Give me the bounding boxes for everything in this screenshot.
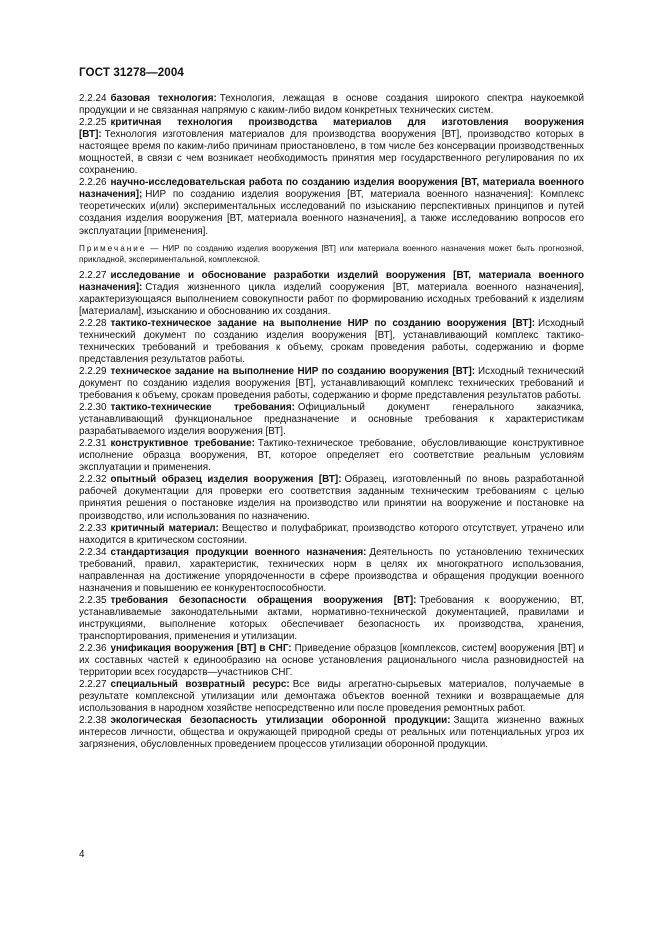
- entry-number: 2.2.36: [79, 643, 107, 655]
- entry-number: 2.2.28: [79, 317, 107, 329]
- entry-text: Тактико-техническое требование, обусловливающие конструктивное исполнение образца вооружения, ВТ, которое определяет его соответствие реальным условиям эксплуатации и применения.: [79, 438, 584, 474]
- entry-term: научно-исследовательская работа по созданию изделия вооружения [ВТ, материала военного назначения];: [79, 177, 584, 201]
- entry-number: 2.2.34: [79, 546, 107, 558]
- definition-entry: [79, 438, 584, 474]
- note-text: — НИР по созданию изделия вооружения [ВТ] или материала военного назначения может быть прогнозной, прикладной, экспериментальной, комплексной.: [79, 243, 584, 264]
- page-number: 4: [79, 849, 85, 860]
- entry-number: 2.2.38: [79, 715, 107, 727]
- note: [79, 243, 584, 265]
- definition-entry: [79, 595, 584, 643]
- note-label: Примечание: [79, 243, 147, 253]
- entry-text: Требования к вооружению, ВТ, устанавливаемые законодательными актами, нормативно-технической документацией, правилами и инструкциями, выполнение которых обеспечивает безопасность их производства, хранения, транспортирования, применения и утилизации.: [79, 594, 584, 642]
- entry-text: Технология изготовления материалов для производства вооружения [ВТ], производство которых в настоящее время по каким-либо причинам приостановлено, в том числе без консервации производственных мощностей, в связи с чем возникает необходимость принятия мер государственного регулирования по их сохранению.: [79, 129, 584, 177]
- document-body: [79, 93, 584, 751]
- entry-text: Исходный технический документ по созданию изделия вооружения [ВТ], устанавливающий комплекс технических требований и требования к объему, срокам проведения работы, содержанию и форме представления результатов работы.: [79, 365, 584, 402]
- entry-text: Технология, лежащая в основе создания широкого спектра наукоемкой продукции и не связанная напрямую с каким-либо видом конкретных технических систем.: [79, 93, 584, 117]
- entry-term: техническое задание на выполнение НИР по созданию вооружения [ВТ]:: [110, 365, 476, 377]
- entry-term: исследование и обоснование разработки изделий вооружения [ВТ, материала военного назначения]:: [79, 269, 584, 293]
- entry-text: Исходный технический документ по созданию изделия вооружения [ВТ], устанавливающий комплекс тактико-технических требований и требования к объему, срокам проведения работы, содержанию и форме представления результатов работы.: [79, 317, 584, 365]
- definition-entry: [79, 402, 584, 438]
- entry-term: тактико-технические требования:: [110, 402, 295, 414]
- entry-number: 2.2.30: [79, 402, 107, 414]
- entry-term: стандартизация продукции военного назначения:: [110, 546, 367, 558]
- entry-number: 2.2.29: [79, 365, 107, 377]
- entry-term: экологическая безопасность утилизации оборонной продукции:: [110, 715, 451, 727]
- entry-text: Официальный документ генерального заказчика, устанавливающий функциональное предназначение и основные требования к характеристикам разрабатываемого изделия вооружения [ВТ].: [79, 402, 585, 438]
- entry-number: 2.2.32: [79, 474, 107, 486]
- definition-entry: [79, 679, 584, 715]
- document-header: ГОСТ 31278—2004: [79, 66, 184, 79]
- entry-number: 2.2.27: [79, 679, 107, 691]
- definition-entry: [79, 117, 584, 177]
- entry-number: 2.2.26: [79, 177, 107, 189]
- entry-term: унификация вооружения [ВТ] в СНГ:: [110, 643, 292, 655]
- definition-entry: [79, 93, 584, 117]
- entry-text: НИР по созданию изделия вооружения [ВТ, материала военного назначения]: Комплекс теоретических и(или) экспериментальных исследований по изысканию перспективных принципов и путей создания изделия вооружения [ВТ, материала военного назначения], а также исследованию вопросов его эксплуатации [применения].: [79, 189, 584, 237]
- entry-text: Защита жизненно важных интересов личности, общества и окружающей природной среды от реальных или потенциальных угроз их загрязнения, обусловленных проведением процессов утилизации оборонной продукции.: [79, 715, 584, 751]
- entry-number: 2.2.35: [79, 594, 107, 606]
- definition-entry: [79, 474, 584, 522]
- entry-term: требования безопасности обращения вооружения [ВТ]:: [110, 594, 417, 606]
- definition-entry: [79, 366, 584, 402]
- entry-text: Вещество и полуфабрикат, производство которого отсутствует, утрачено или находится в критическом состоянии.: [79, 522, 584, 546]
- definition-entry: [79, 270, 584, 318]
- entry-text: Деятельность по установлению технических требований, правил, характеристик, технических норм в целях их многократного использования, направленная на достижение упорядоченности в сфере производства и обращения продукции военного назначения и повышению ее конкурентоспособности.: [79, 546, 584, 594]
- entry-number: 2.2.24: [79, 93, 107, 104]
- entry-number: 2.2.27: [79, 269, 107, 281]
- entry-term: базовая технология:: [110, 93, 217, 104]
- definition-entry: [79, 523, 584, 547]
- entry-term: опытный образец изделия вооружения [ВТ]:: [110, 474, 342, 486]
- entry-term: критичный материал:: [110, 522, 219, 534]
- definition-entry: [79, 547, 584, 595]
- entry-term: конструктивное требование:: [110, 438, 255, 450]
- entry-term: тактико-техническое задание на выполнение НИР по созданию вооружения [ВТ]:: [110, 317, 536, 329]
- entry-number: 2.2.33: [79, 522, 107, 534]
- definition-entry: [79, 177, 584, 237]
- entry-text: Образец, изготовленный по вновь разработанной рабочей документации для проверки его соответствия заданным техническим требованиям с целью принятия решения о постановке изделия на производство или принятии на вооружение и постановке на производство, или использования по назначению.: [79, 474, 584, 522]
- entry-text: Приведение образцов [комплексов, систем] вооружения [ВТ] и их составных частей к единообразию на основе установления рационального числа разновидностей на территории всех государств—участников СНГ.: [79, 643, 585, 679]
- definition-entry: [79, 643, 584, 679]
- definition-entry: [79, 318, 584, 366]
- entry-text: Стадия жизненного цикла изделий сооружения [ВТ, материала военного назначения], характеризующаяся выполнением совокупности работ по формированию исходных требований к изделиям [материалам], изысканию и обоснованию их создания.: [79, 281, 584, 317]
- entry-number: 2.2.31: [79, 438, 107, 450]
- entries-after-note: [79, 270, 584, 752]
- entry-term: специальный возвратный ресурс:: [110, 679, 290, 691]
- entries-before-note: [79, 93, 584, 238]
- entry-text: Все виды агрегатно-сырьевых материалов, получаемые в результате комплексной утилизации или демонтажа объектов военной техники и возвращаемые для использования в народном хозяйстве непосредственно или после проведения ремонтных работ.: [79, 679, 584, 715]
- definition-entry: [79, 715, 584, 751]
- entry-term: критичная технология производства материалов для изготовления вооружения [ВТ]:: [79, 117, 584, 141]
- entry-number: 2.2.25: [79, 117, 107, 129]
